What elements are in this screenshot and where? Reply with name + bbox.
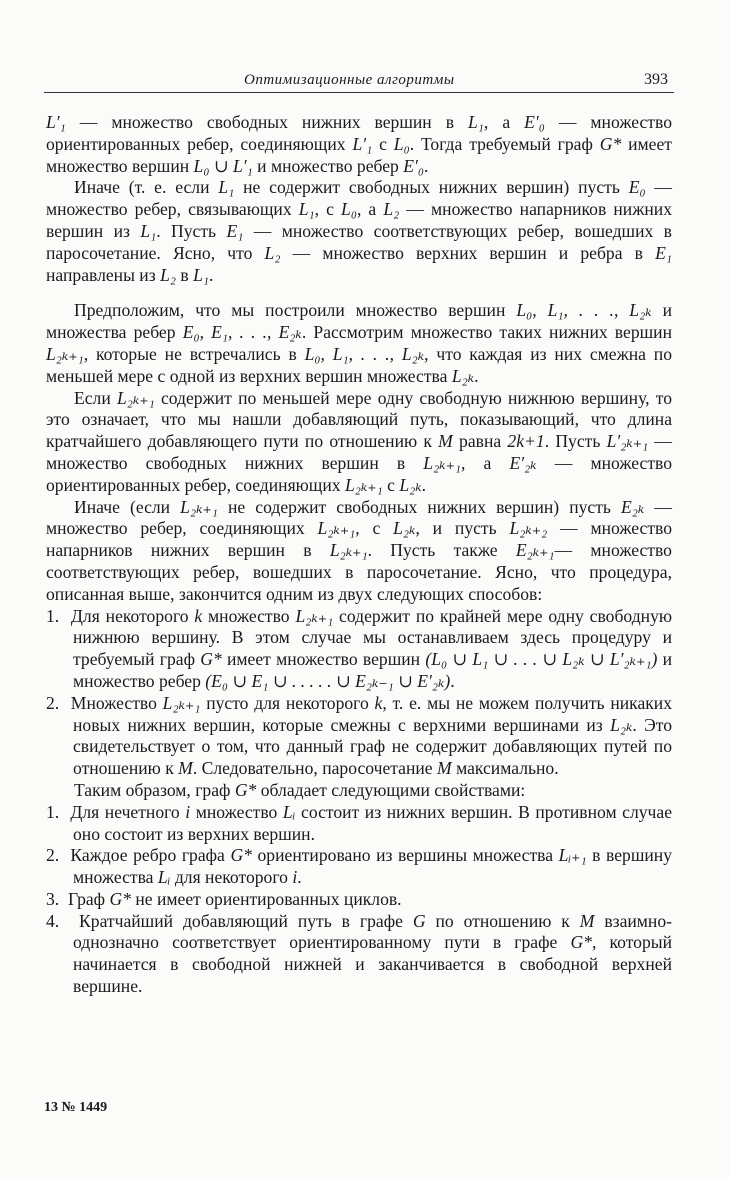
- property-item-2: 2. Каждое ребро графа G* ориентировано из вершины множества Lᵢ₊₁ в вершину множества Lᵢ для некоторого i.: [46, 845, 673, 888]
- paragraph-1: L′₁ — множество свободных нижних вершин в L₁, а E′₀ — множество ориентированных ребер, соединяющих L′₁ с L₀. Тогда требуемый граф G* имеет множество вершин L₀ ∪ L′₁ и множество ребер E′₀.: [46, 112, 672, 176]
- paragraph-4: Если L₂ₖ₊₁ содержит по меньшей мере одну свободную нижнюю вершину, то это означает, что мы нашли добавляющий путь, показывающий, что длина кратчайшего добавляющего пути по отношению к M равна 2k+1. Пусть L′₂ₖ₊₁ — множество свободных нижних вершин в L₂ₖ₊₁, а E′₂ₖ — множество ориентированных ребер, соединяющих L₂ₖ₊₁ с L₂ₖ.: [46, 387, 672, 495]
- page-body: [46, 112, 672, 998]
- list-item-2: 2. Множество L₂ₖ₊₁ пусто для некоторого k, т. е. мы не можем получить никаких новых нижних вершин, которые смежны с верхними вершинами из L₂ₖ. Это свидетельствует о том, что данный граф не содержит добавляющих путей по отношению к M. Следовательно, паросочетание M максимально.: [46, 692, 673, 779]
- paragraph-5: Иначе (если L₂ₖ₊₁ не содержит свободных нижних вершин) пусть E₂ₖ — множество ребер, соединяющих L₂ₖ₊₁, с L₂ₖ, и пусть L₂ₖ₊₂ — множество напарников нижних вершин в L₂ₖ₊₁. Пусть также E₂ₖ₊₁— множество соответствующих ребер, вошедших в паросочетание. Ясно, что процедура, описанная выше, закончится одним из двух следующих способов:: [46, 496, 673, 604]
- paragraph-2: Иначе (т. е. если L₁ не содержит свободных нижних вершин) пусть E₀ — множество ребер, связывающих L₁, с L₀, а L₂ — множество напарников нижних вершин из L₁. Пусть E₁ — множество соответствующих ребер, вошедших в паросочетание. Ясно, что L₂ — множество верхних вершин и ребра в E₁ направлены из L₂ в L₁.: [46, 177, 673, 285]
- paragraph-6: Таким образом, граф G* обладает следующими свойствами:: [74, 779, 526, 800]
- running-header: [44, 72, 674, 93]
- property-item-1: 1. Для нечетного i множество Lᵢ состоит из нижних вершин. В противном случае оно состоит из верхних вершин.: [46, 801, 672, 844]
- property-item-4: 4. Кратчайший добавляющий путь в графе G по отношению к M взаимно-однозначно соответствует ориентированному пути в графе G*, который начинается в свободной нижней и заканчивается в свободной верхней вершине.: [46, 910, 672, 997]
- printer-signature: 13 № 1449: [44, 1100, 108, 1115]
- running-title: Оптимизационные алгоритмы: [244, 72, 455, 88]
- list-item-1: 1. Для некоторого k множество L₂ₖ₊₁ содержит по крайней мере одну свободную нижнюю вершину. В этом случае мы останавливаем здесь процедуру и требуемый граф G* имеет множество вершин (L₀ ∪ L₁ ∪ . . . ∪ L₂ₖ ∪ L′₂ₖ₊₁) и множество ребер (E₀ ∪ E₁ ∪ . . . . . ∪ E₂ₖ₋₁ ∪ E′₂ₖ).: [46, 605, 673, 691]
- property-item-3: 3. Граф G* не имеет ориентированных циклов.: [46, 888, 402, 909]
- page-number: 393: [644, 71, 668, 88]
- paragraph-3: Предположим, что мы построили множество вершин L₀, L₁, . . ., L₂ₖ и множества ребер E₀, E₁, . . ., E₂ₖ. Рассмотрим множество таких нижних вершин L₂ₖ₊₁, которые не встречались в L₀, L₁, . . ., L₂ₖ, что каждая из них смежна по меньшей мере с одной из верхних вершин множества L₂ₖ.: [46, 300, 673, 386]
